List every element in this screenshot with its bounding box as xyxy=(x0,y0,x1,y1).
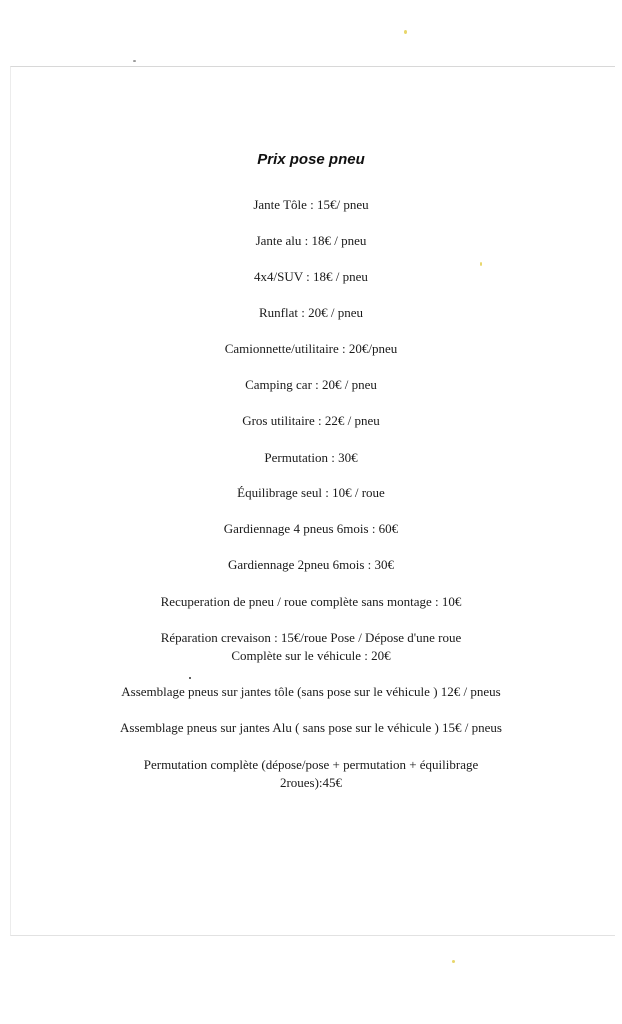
price-line-runflat: Runflat : 20€ / pneu xyxy=(259,305,363,320)
price-line-reparation: Réparation crevaison : 15€/roue Pose / Dépose d'une roue xyxy=(160,630,462,645)
price-line-assemblage-tole: Assemblage pneus sur jantes tôle (sans pose sur le véhicule ) 12€ / pneus xyxy=(121,684,501,699)
scan-speck xyxy=(480,262,482,266)
price-line-reparation-cont: Complète sur le véhicule : 20€ xyxy=(231,648,391,663)
scan-speck xyxy=(133,60,136,62)
price-line-jante-alu: Jante alu : 18€ / pneu xyxy=(255,233,367,248)
scan-speck xyxy=(452,960,455,963)
price-line-gardiennage-2: Gardiennage 2pneu 6mois : 30€ xyxy=(227,557,395,572)
price-line-permutation-complete-cont: 2roues):45€ xyxy=(279,775,343,790)
scan-speck xyxy=(404,30,407,34)
price-line-equilibrage: Équilibrage seul : 10€ / roue xyxy=(237,485,385,500)
price-line-permutation-complete: Permutation complète (dépose/pose + permutation + équilibrage xyxy=(143,757,479,772)
price-line-camionnette: Camionnette/utilitaire : 20€/pneu xyxy=(224,341,398,356)
price-line-gros-utilitaire: Gros utilitaire : 22€ / pneu xyxy=(242,413,380,428)
price-line-gardiennage-4: Gardiennage 4 pneus 6mois : 60€ xyxy=(223,521,399,536)
price-line-4x4-suv: 4x4/SUV : 18€ / pneu xyxy=(254,269,368,284)
price-line-jante-tole: Jante Tôle : 15€/ pneu xyxy=(253,197,369,212)
scan-speck xyxy=(189,677,191,679)
price-line-assemblage-alu: Assemblage pneus sur jantes Alu ( sans pose sur le véhicule ) 15€ / pneus xyxy=(120,720,502,735)
price-line-camping-car: Camping car : 20€ / pneu xyxy=(245,377,377,392)
price-line-recuperation: Recuperation de pneu / roue complète sans montage : 10€ xyxy=(160,594,462,609)
price-line-permutation: Permutation : 30€ xyxy=(264,450,358,465)
document-title: Prix pose pneu xyxy=(257,151,365,168)
